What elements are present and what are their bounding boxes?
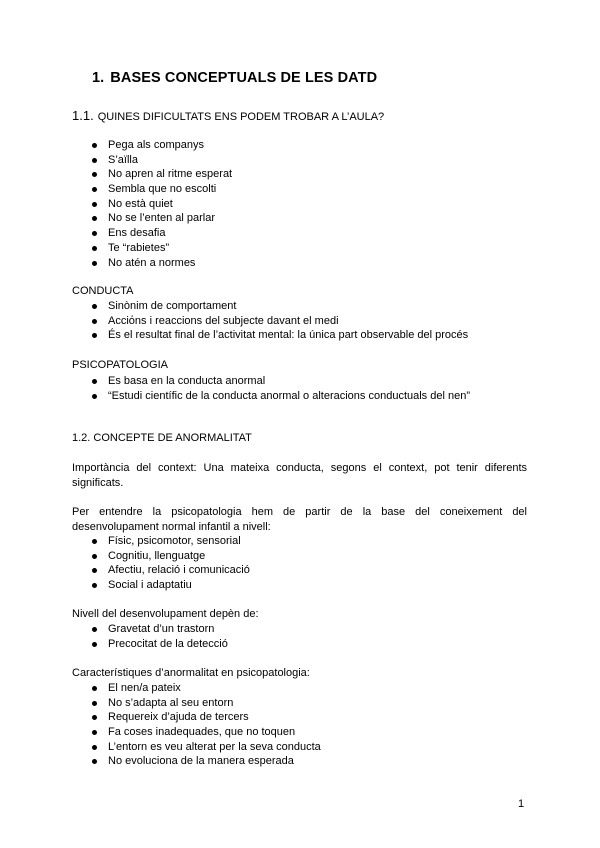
characteristics-paragraph — [72, 666, 527, 681]
list-item: No està quiet — [92, 197, 232, 212]
heading-1-title: BASES CONCEPTUALS DE LES DATD — [110, 70, 378, 86]
list-item: Gravetat d’un trastorn — [92, 622, 228, 637]
list-item: Pega als companys — [92, 138, 232, 153]
conducta-list — [92, 299, 468, 343]
list-item: Sinònim de comportament — [92, 299, 468, 314]
paragraph-text: Importància del context: Una mateixa conducta, segons el context, pot tenir diferents significats. — [72, 462, 527, 489]
paragraph-text: Per entendre la psicopatologia hem de partir de la base del coneixement del desenvolupament normal infantil a nivell: — [72, 506, 527, 533]
list-item: No se l’enten al parlar — [92, 211, 232, 226]
conducta-heading: CONDUCTA — [72, 285, 134, 297]
depends-paragraph — [72, 607, 527, 622]
psicopatologia-heading: PSICOPATOLOGIA — [72, 359, 168, 371]
levels-list — [92, 534, 250, 593]
section-1-1-heading — [72, 108, 384, 123]
difficulties-list — [92, 138, 232, 270]
list-item: És el resultat final de l’activitat mental: la única part observable del procés — [92, 328, 468, 343]
list-item: Sembla que no escolti — [92, 182, 232, 197]
psicopatologia-list — [92, 374, 470, 403]
list-item: S’aïlla — [92, 153, 232, 168]
section-1-1-number: 1.1. — [72, 108, 94, 123]
section-1-1-title: QUINES DIFICULTATS ENS PODEM TROBAR A L’AULA? — [97, 111, 385, 123]
list-item: Ens desafia — [92, 226, 232, 241]
list-item: L’entorn es veu alterat per la seva conducta — [92, 740, 321, 755]
list-item: No evoluciona de la manera esperada — [92, 754, 321, 769]
paragraph-text: Característiques d’anormalitat en psicopatologia: — [72, 667, 310, 679]
list-item: No atén a normes — [92, 256, 232, 271]
list-item: El nen/a pateix — [92, 681, 321, 696]
heading-1-number: 1. — [92, 70, 105, 86]
list-item: Físic, psicomotor, sensorial — [92, 534, 250, 549]
list-item: “Estudi científic de la conducta anormal o alteracions conductuals del nen” — [92, 389, 470, 404]
list-item: No apren al ritme esperat — [92, 167, 232, 182]
list-item: Cognitiu, llenguatge — [92, 549, 250, 564]
list-item: Afectiu, relació i comunicació — [92, 563, 250, 578]
context-paragraph — [72, 461, 527, 491]
development-paragraph — [72, 505, 527, 535]
list-item: Precocitat de la detecció — [92, 637, 228, 652]
heading-1 — [92, 70, 377, 86]
page-number: 1 — [518, 798, 525, 810]
characteristics-list — [92, 681, 321, 769]
list-item: Acciόns i reaccions del subjecte davant el medi — [92, 314, 468, 329]
list-item: No s’adapta al seu entorn — [92, 696, 321, 711]
section-1-2-heading: 1.2. CONCEPTE DE ANORMALITAT — [72, 432, 252, 444]
paragraph-text: Nivell del desenvolupament depèn de: — [72, 608, 259, 620]
list-item: Te “rabietes” — [92, 241, 232, 256]
list-item: Requereix d’ajuda de tercers — [92, 710, 321, 725]
list-item: Fa coses inadequades, que no toquen — [92, 725, 321, 740]
depends-list — [92, 622, 228, 651]
list-item: Social i adaptatiu — [92, 578, 250, 593]
list-item: Es basa en la conducta anormal — [92, 374, 470, 389]
